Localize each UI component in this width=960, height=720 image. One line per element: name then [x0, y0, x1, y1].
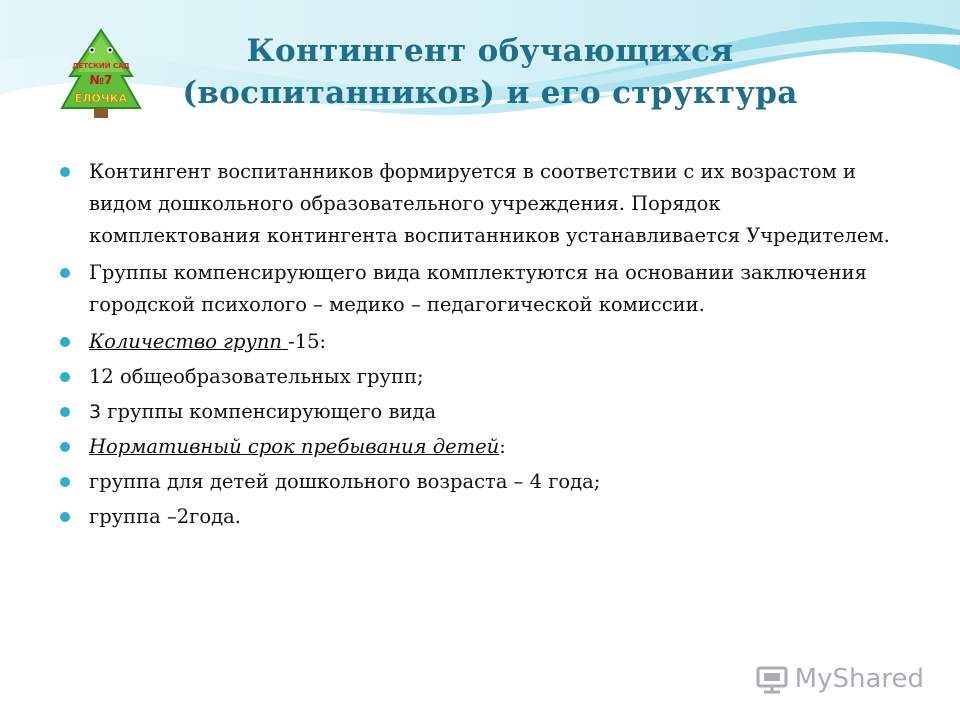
logo-name: ЁЛОЧКА	[74, 92, 128, 105]
page-title	[130, 30, 850, 114]
list-item	[60, 257, 890, 321]
list-item	[60, 361, 890, 393]
list-item	[60, 396, 890, 428]
bullet-dot-icon	[60, 477, 70, 487]
list-item-underlined: Нормативный срок пребывания детей	[89, 435, 500, 458]
list-item-text: группа для детей дошкольного возраста – 4 года;	[89, 470, 601, 493]
list-item-text: группа –2года.	[89, 505, 241, 528]
bullet-dot-icon	[60, 167, 70, 177]
mypresentation-logo-icon	[755, 664, 789, 694]
bullet-dot-icon	[60, 268, 70, 278]
title-line-1: Контингент обучающихся	[246, 33, 734, 69]
watermark	[755, 664, 924, 694]
list-item-text: Группы компенсирующего вида комплектуются на основании заключения городской психолого – медико – педагогической комиссии.	[89, 261, 867, 316]
list-item-text: -15:	[288, 330, 327, 353]
logo-top-text: ДЕТСКИЙ САД	[72, 62, 130, 70]
list-item	[60, 156, 890, 252]
list-item-underlined: Количество групп	[89, 330, 289, 353]
bullet-dot-icon	[60, 407, 70, 417]
bullet-list	[60, 156, 890, 536]
list-item	[60, 431, 890, 463]
list-item	[60, 501, 890, 533]
bullet-dot-icon	[60, 512, 70, 522]
title-line-2: (воспитанников) и его структура	[182, 75, 798, 111]
list-item-text: :	[499, 435, 506, 458]
list-item-text: группы компенсирующего вида	[101, 400, 437, 423]
bullet-dot-icon	[60, 442, 70, 452]
watermark-text: MyShared	[794, 664, 924, 694]
bullet-dot-icon	[60, 337, 70, 347]
list-item	[60, 466, 890, 498]
bullet-dot-icon	[60, 372, 70, 382]
list-item-lead: 3	[89, 401, 102, 423]
list-item	[60, 326, 890, 358]
list-item-text: 12 общеобразовательных групп;	[89, 365, 424, 388]
list-item-text: Контингент воспитанников формируется в соответствии с их возрастом и видом дошкольного образовательного учреждения. Порядок комплектования контингента воспитанников устанавливается Учредителем.	[89, 160, 890, 247]
logo-number: №7	[89, 73, 113, 87]
